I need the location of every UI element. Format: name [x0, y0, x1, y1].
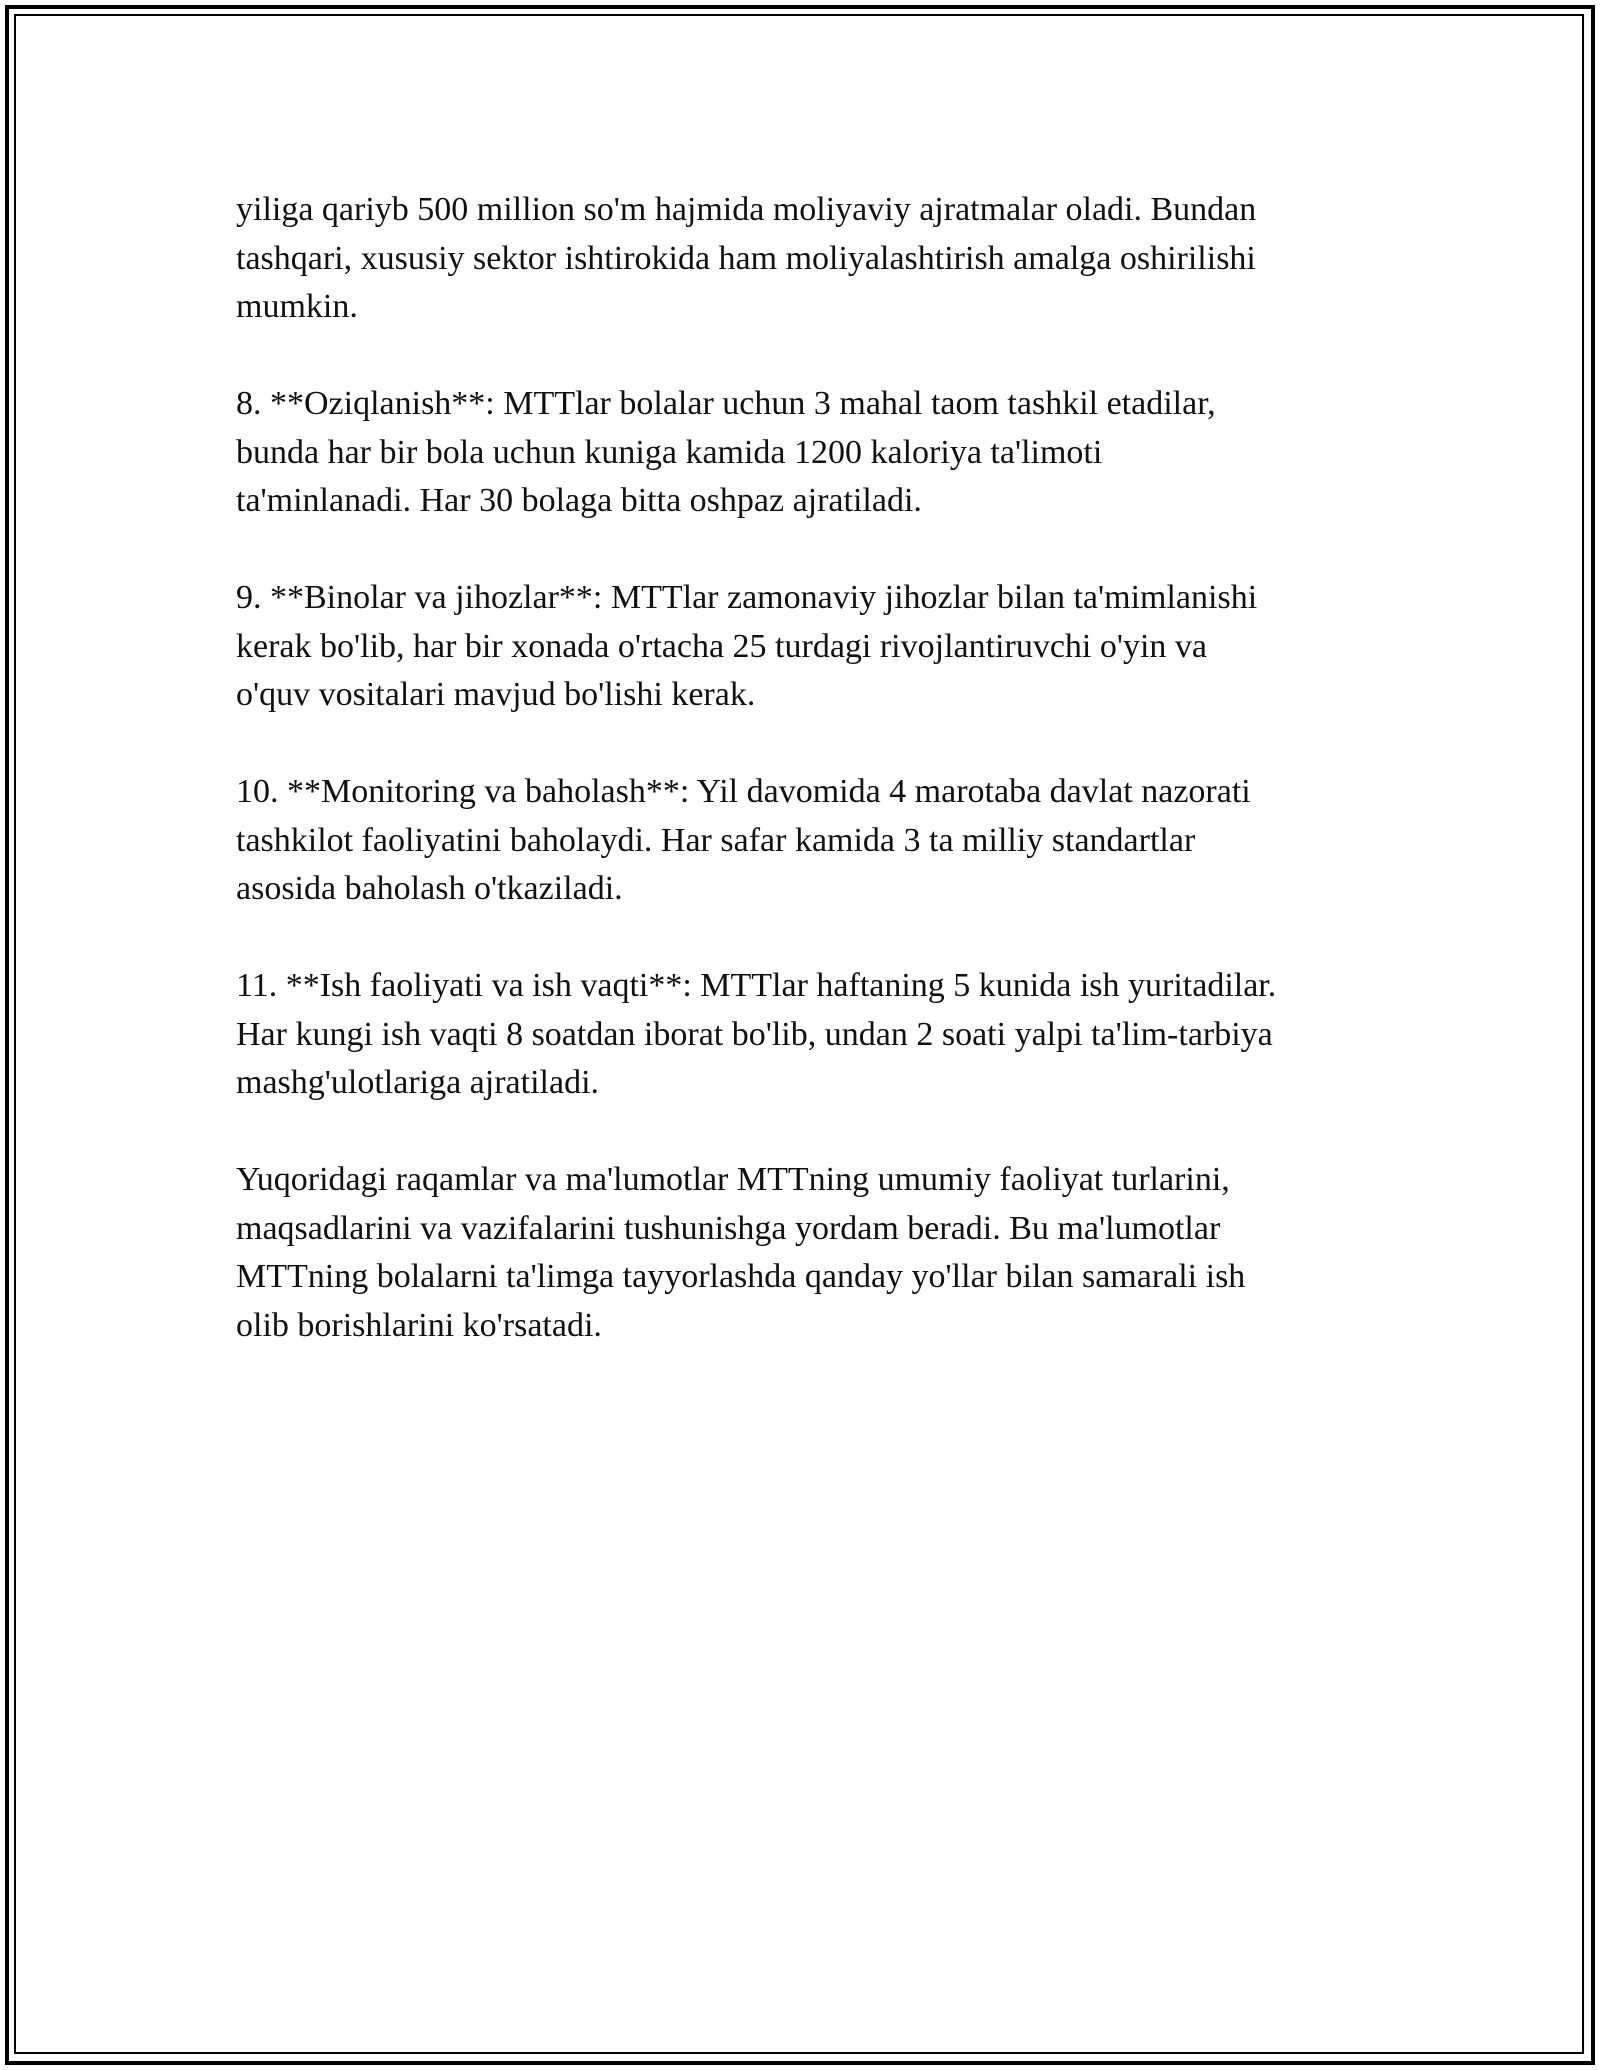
paragraph-funding-continuation: yiliga qariyb 500 million so'm hajmida moliyaviy ajratmalar oladi. Bundan tashqari, xususiy sektor ishtirokida ham moliyalashtirish amalga oshirilishi mumkin. — [236, 191, 1257, 325]
paragraph-item-10-monitoring: 10. **Monitoring va baholash**: Yil davomida 4 marotaba davlat nazorati tashkilot faoliyatini baholaydi. Har safar kamida 3 ta milliy standartlar asosida baholash o'tkaziladi. — [236, 773, 1251, 907]
paragraph-item-11-working-hours: 11. **Ish faoliyati va ish vaqti**: MTTlar haftaning 5 kunida ish yuritadilar. Har kungi ish vaqti 8 soatdan iborat bo'lib, undan 2 soati yalpi ta'lim-tarbiya mashg'ulotlariga ajratiladi. — [236, 967, 1277, 1101]
paragraph-item-8-nutrition: 8. **Oziqlanish**: MTTlar bolalar uchun 3 mahal taom tashkil etadilar, bunda har bir bola uchun kuniga kamida 1200 kaloriya ta'limoti ta'minlanadi. Har 30 bolaga bitta oshpaz ajratiladi. — [236, 385, 1216, 519]
paragraph-item-9-buildings: 9. **Binolar va jihozlar**: MTTlar zamonaviy jihozlar bilan ta'mimlanishi kerak bo'lib, har bir xonada o'rtacha 25 turdagi rivojlantiruvchi o'yin va o'quv vositalari mavjud bo'lishi kerak. — [236, 579, 1258, 713]
document-body — [236, 186, 1376, 1399]
paragraph-conclusion: Yuqoridagi raqamlar va ma'lumotlar MTTning umumiy faoliyat turlarini, maqsadlarini va vazifalarini tushunishga yordam beradi. Bu ma'lumotlar MTTning bolalarni ta'limga tayyorlashda qanday yo'llar bilan samarali ish olib borishlarini ko'rsatadi. — [236, 1161, 1246, 1344]
